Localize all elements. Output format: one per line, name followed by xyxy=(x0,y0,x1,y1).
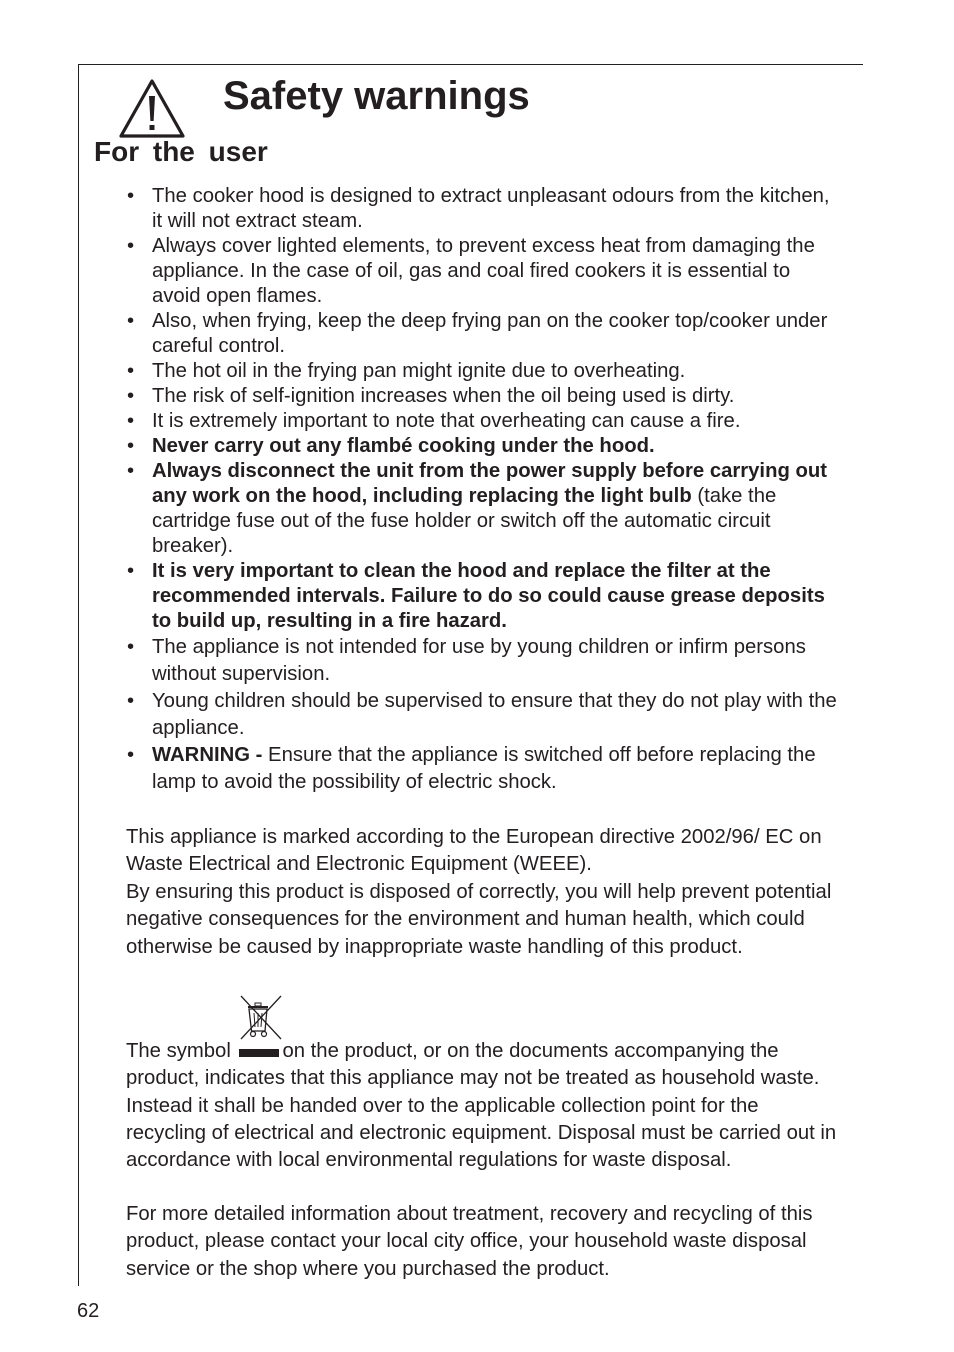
weee-symbol-paragraph: The symbol on the product, or on the documents accompanying the product, indicates that this appliance may not be treated as household waste. Instead it shall be handed over to the applicable collection point for the recycling of electrical and electronic equipment. Disposal must be carried out in accordance with local environmental regulations for waste disposal. xyxy=(126,1037,838,1174)
list-item: • It is very important to clean the hood and replace the filter at the recommended intervals. Failure to do so could cause grease deposits to build up, resulting in a fire hazard. xyxy=(127,559,837,634)
weee-directive-paragraph: This appliance is marked according to the European directive 2002/96/ EC on Waste Electrical and Electronic Equipment (WEEE). xyxy=(126,826,822,876)
safety-warning-list xyxy=(127,184,837,796)
list-item: • It is extremely important to note that overheating can cause a fire. xyxy=(127,409,837,434)
list-item: • Always cover lighted elements, to prevent excess heat from damaging the appliance. In the case of oil, gas and coal fired cookers it is essential to avoid open flames. xyxy=(127,234,837,309)
list-item: • WARNING - Ensure that the appliance is switched off before replacing the lamp to avoid the possibility of electric shock. xyxy=(127,742,837,796)
list-item: • The hot oil in the frying pan might ignite due to overheating. xyxy=(127,359,837,384)
crossed-out-wheelie-bin-icon xyxy=(236,1037,282,1057)
section-heading: For the user xyxy=(94,136,268,167)
list-item: • Young children should be supervised to ensure that they do not play with the appliance. xyxy=(127,688,837,742)
list-item: • Never carry out any flambé cooking under the hood. xyxy=(127,434,837,459)
further-information-paragraph: For more detailed information about treatment, recovery and recycling of this product, please contact your local city office, your household waste disposal service or the shop where you purchased the product. xyxy=(126,1203,813,1280)
list-item: • The cooker hood is designed to extract unpleasant odours from the kitchen, it will not extract steam. xyxy=(127,184,837,234)
page-frame-top-rule xyxy=(78,64,863,65)
disposal-benefit-paragraph: By ensuring this product is disposed of correctly, you will help prevent potential negative consequences for the environment and human health, which could otherwise be caused by inappropriate waste handling of this product. xyxy=(126,881,832,958)
page-title: Safety warnings xyxy=(223,74,530,118)
list-item: • The risk of self-ignition increases when the oil being used is dirty. xyxy=(127,384,837,409)
page-frame-left-rule xyxy=(78,64,79,1286)
warning-triangle-icon xyxy=(118,78,186,140)
list-item: • The appliance is not intended for use by young children or infirm persons without supervision. xyxy=(127,634,837,688)
list-item: • Always disconnect the unit from the power supply before carrying out any work on the hood, including replacing the light bulb (take the cartridge fuse out of the fuse holder or switch off the automatic circuit breaker). xyxy=(127,459,837,559)
page-number: 62 xyxy=(77,1300,100,1322)
list-item: • Also, when frying, keep the deep frying pan on the cooker top/cooker under careful control. xyxy=(127,309,837,359)
